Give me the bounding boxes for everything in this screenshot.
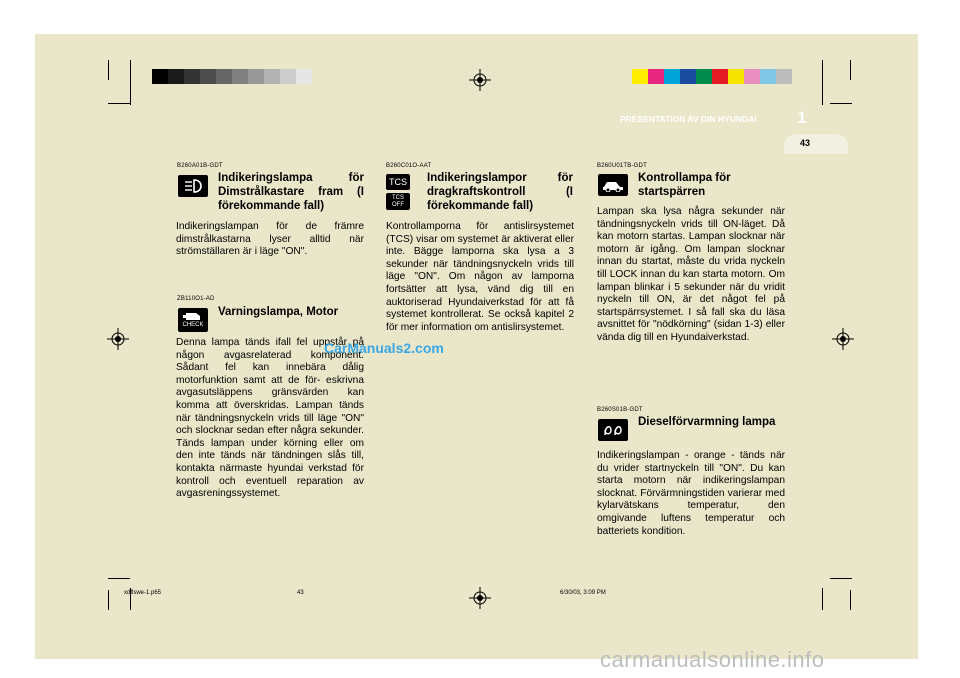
registration-mark-icon	[469, 587, 491, 609]
immobilizer-car-icon	[598, 174, 628, 196]
color-swatch	[728, 69, 744, 84]
section-title: Varningslampa, Motor	[218, 306, 339, 318]
color-bar-grayscale	[152, 69, 312, 84]
color-swatch	[664, 69, 680, 84]
section-code: B260A01B-GDT	[177, 163, 223, 169]
crop-mark	[108, 60, 109, 80]
crop-mark	[108, 590, 109, 610]
tcs-icon: TCS	[386, 174, 410, 190]
section-title: PRESENTATION AV DIN HYUNDAI	[620, 114, 757, 124]
section-title: Indikeringslampor för dragkraftskontroll (I förekommande fall)	[427, 172, 573, 212]
color-swatch	[696, 69, 712, 84]
glow-plug-icon	[598, 419, 628, 441]
section-title: Kontrollampa för startspärren	[638, 172, 731, 198]
color-swatch	[632, 69, 648, 84]
section-body: Denna lampa tänds ifall fel uppstår på någon avgasrelaterad komponent. Sådant fel kan innebära dålig motorfunktion samt att de för- eskrivna avgasutsläppens gränsvärden kan komma att överskridas. Lampan tänds när tändningsnyckeln vrids till läge "ON" och slocknar sedan efter några sekunder. Tänds lampan under körning eller om den inte tänds när tändningen slås till, kontakta närmaste hyundai verkstad för kontroll och eventuell reparation av avgasreningssystemet.	[176, 337, 364, 500]
color-swatch	[776, 69, 792, 84]
color-swatch	[680, 69, 696, 84]
site-watermark: carmanualsonline.info	[600, 647, 825, 672]
color-swatch	[264, 69, 280, 84]
crop-mark	[830, 578, 852, 579]
headlight-icon	[178, 175, 208, 197]
color-swatch	[744, 69, 760, 84]
page-tab	[784, 134, 848, 154]
check-engine-icon	[178, 308, 208, 332]
section-title: Indikeringslampa för Dimstrålkastare fram (I förekommande fall)	[218, 172, 364, 212]
registration-mark-icon	[469, 69, 491, 91]
crop-mark	[108, 103, 130, 104]
color-swatch	[760, 69, 776, 84]
registration-mark-icon	[107, 328, 129, 350]
section-body: Lampan ska lysa några sekunder när tändningsnyckeln vrids till ON-läget. Då kan motorn startas. Lampan slocknar när motorn är igång. Om lampan slocknar innan du startat, måste du vrida nyckeln till LOCK innan du kan starta motorn. Om lampan blinkar i 5 sekunder när du vridit nyckeln till ON, är det något fel på startspärrsystemet. I så fall ska du läsa avsnittet för "nödkörning" (sidan 1-3) eller vända dig till en Hyundaiverkstad.	[597, 206, 785, 343]
crop-mark	[850, 60, 851, 80]
check-label: CHECK	[182, 322, 204, 328]
color-swatch	[152, 69, 168, 84]
crop-mark	[130, 60, 131, 105]
color-swatch	[168, 69, 184, 84]
section-code: B260C01O-AAT	[386, 163, 432, 169]
footer-page: 43	[297, 590, 304, 596]
crop-mark	[850, 590, 851, 610]
registration-mark-icon	[832, 328, 854, 350]
color-swatch	[296, 69, 312, 84]
tcs-off-line2: OFF	[392, 201, 404, 208]
color-swatch	[232, 69, 248, 84]
watermark: CarManuals2.com	[324, 340, 444, 356]
tcs-off-icon	[386, 193, 410, 210]
page-number: 43	[800, 138, 811, 148]
page-background	[35, 34, 918, 659]
section-code: B260U01TB-GDT	[597, 163, 647, 169]
color-swatch	[216, 69, 232, 84]
color-swatch	[648, 69, 664, 84]
crop-mark	[822, 588, 823, 610]
section-code: ZB110O1-AD	[177, 296, 215, 302]
color-swatch	[280, 69, 296, 84]
section-body: Indikeringslampan - orange - tänds när du vrider startnyckeln till "ON". Du kan starta motorn när indikeringslampan slocknat. Förvärmningstiden varierar med kylarvätskans temperatur, den omgivande luftens temperatur och batteriets kondition.	[597, 450, 785, 537]
section-number: 1	[797, 108, 807, 127]
footer-file: xdflswe-1.p65	[124, 590, 162, 596]
section-code: B260S01B-GDT	[597, 407, 643, 413]
color-swatch	[712, 69, 728, 84]
color-swatch	[184, 69, 200, 84]
crop-mark	[830, 103, 852, 104]
color-swatch	[200, 69, 216, 84]
footer-date: 6/30/03, 3:09 PM	[560, 590, 606, 596]
tcs-off-line1: TCS	[392, 194, 404, 201]
color-bar-color	[632, 69, 792, 84]
crop-mark	[108, 578, 130, 579]
section-body: Indikeringslampan för de främre dimstrålkastarna lyser alltid när strömställaren är i läge "ON".	[176, 221, 364, 258]
color-swatch	[248, 69, 264, 84]
section-body: Kontrollamporna för antislirsystemet (TCS) visar om systemet är aktiverat eller inte. Bägge lamporna ska lysa a 3 sekunder när tändningsnyckeln vrids till läge "ON". Om någon av lamporna fortsätter att lysa, vänd dig till en auktoriserad Hyundaiverkstad för att få systemet kontrollerat. Se också kapitel 2 för mer information om antislirsystemet.	[386, 221, 574, 333]
section-title: Dieselförvarmning lampa	[638, 416, 776, 428]
crop-mark	[822, 60, 823, 105]
